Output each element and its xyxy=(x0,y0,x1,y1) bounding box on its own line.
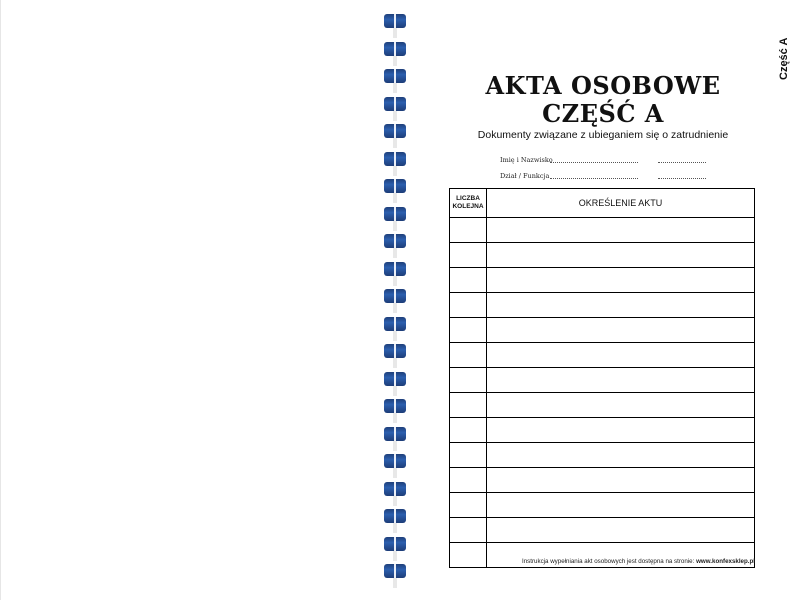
footer-note xyxy=(430,558,755,565)
row-number-cell[interactable] xyxy=(450,268,487,293)
binding-coil xyxy=(384,372,406,386)
row-description-cell[interactable] xyxy=(487,393,755,418)
table-row xyxy=(450,468,755,493)
binding-coil xyxy=(384,289,406,303)
table-row xyxy=(450,218,755,243)
binding-coil xyxy=(384,454,406,468)
binding-coil xyxy=(384,124,406,138)
row-number-cell[interactable] xyxy=(450,318,487,343)
row-number-cell[interactable] xyxy=(450,343,487,368)
document-title xyxy=(458,72,748,128)
name-field-line[interactable] xyxy=(550,162,638,163)
row-description-cell[interactable] xyxy=(487,343,755,368)
column-header-number-line2: KOLEJNA xyxy=(452,203,484,210)
row-number-cell[interactable] xyxy=(450,243,487,268)
table-row xyxy=(450,493,755,518)
row-number-cell[interactable] xyxy=(450,218,487,243)
row-number-cell[interactable] xyxy=(450,518,487,543)
row-description-cell[interactable] xyxy=(487,493,755,518)
binding-coil xyxy=(384,152,406,166)
row-description-cell[interactable] xyxy=(487,418,755,443)
row-description-cell[interactable] xyxy=(487,293,755,318)
document-subtitle: Dokumenty związane z ubieganiem się o zatrudnienie xyxy=(477,129,729,141)
title-line-1: AKTA OSOBOWE xyxy=(485,71,721,100)
binding-coil xyxy=(384,509,406,523)
row-number-cell[interactable] xyxy=(450,493,487,518)
footer-text: Instrukcja wypełniania akt osobowych jest dostępna na stronie: xyxy=(522,558,695,565)
binding-coil xyxy=(384,179,406,193)
binding-coil xyxy=(384,97,406,111)
department-field-label: Dział / Funkcja xyxy=(500,172,550,180)
department-field-line-extra[interactable] xyxy=(658,178,706,179)
footer-link[interactable]: www.konfexsklep.pl xyxy=(696,558,755,565)
binding-coil xyxy=(384,234,406,248)
binding-coil xyxy=(384,427,406,441)
row-description-cell[interactable] xyxy=(487,243,755,268)
table-row xyxy=(450,368,755,393)
column-header-number-line1: LICZBA xyxy=(456,195,480,202)
table-row xyxy=(450,418,755,443)
binding-coil xyxy=(384,344,406,358)
table-row xyxy=(450,343,755,368)
binding-coil xyxy=(384,564,406,578)
table-row xyxy=(450,293,755,318)
table-row xyxy=(450,518,755,543)
row-description-cell[interactable] xyxy=(487,468,755,493)
table-row xyxy=(450,268,755,293)
column-header-description: OKREŚLENIE AKTU xyxy=(487,189,755,218)
table-row xyxy=(450,243,755,268)
table-header-row xyxy=(450,189,755,218)
row-description-cell[interactable] xyxy=(487,318,755,343)
records-table xyxy=(449,188,755,568)
table-row xyxy=(450,393,755,418)
binding-coil xyxy=(384,69,406,83)
binding-coil xyxy=(384,399,406,413)
spine-label: Część A xyxy=(778,37,790,80)
binding-coil xyxy=(384,482,406,496)
row-number-cell[interactable] xyxy=(450,293,487,318)
row-description-cell[interactable] xyxy=(487,518,755,543)
row-description-cell[interactable] xyxy=(487,368,755,393)
title-line-2: CZĘŚĆ A xyxy=(542,99,664,128)
table-row xyxy=(450,443,755,468)
binding-coil xyxy=(384,14,406,28)
row-number-cell[interactable] xyxy=(450,393,487,418)
column-header-number xyxy=(450,189,487,218)
row-number-cell[interactable] xyxy=(450,368,487,393)
department-field-line[interactable] xyxy=(550,178,638,179)
binding-coil xyxy=(384,207,406,221)
name-field-label: Imię i Nazwisko xyxy=(500,156,553,164)
binding-coil xyxy=(384,42,406,56)
row-description-cell[interactable] xyxy=(487,218,755,243)
row-description-cell[interactable] xyxy=(487,268,755,293)
row-number-cell[interactable] xyxy=(450,418,487,443)
binding-coil xyxy=(384,537,406,551)
binding-coil xyxy=(384,262,406,276)
row-description-cell[interactable] xyxy=(487,443,755,468)
left-blank-page xyxy=(0,0,393,600)
binding-coil xyxy=(384,317,406,331)
row-number-cell[interactable] xyxy=(450,443,487,468)
row-number-cell[interactable] xyxy=(450,468,487,493)
name-field-line-extra[interactable] xyxy=(658,162,706,163)
table-row xyxy=(450,318,755,343)
spiral-binding xyxy=(380,14,410,600)
